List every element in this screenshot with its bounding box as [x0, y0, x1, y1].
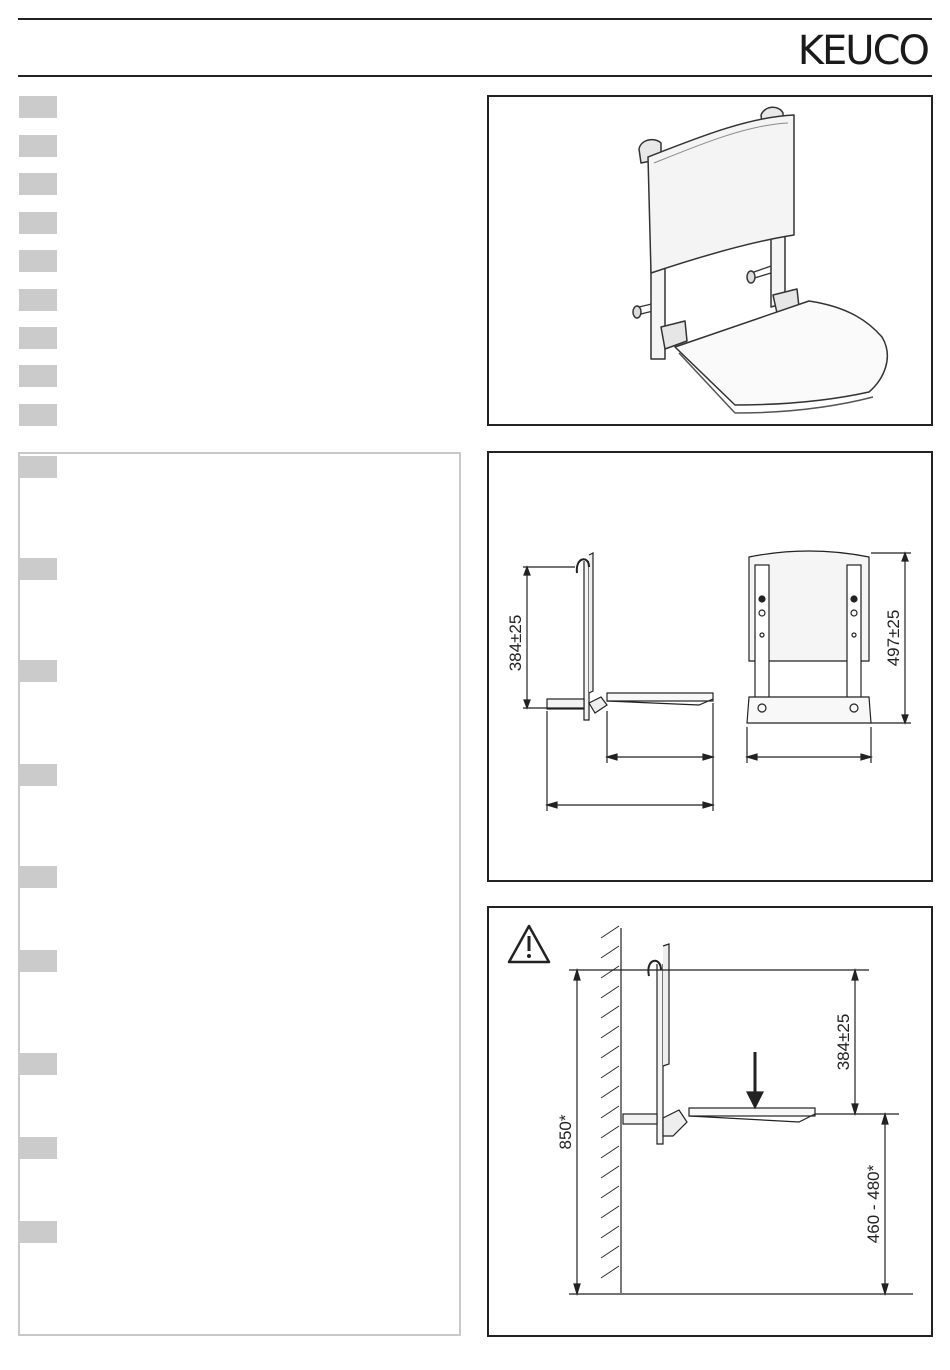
language-tab[interactable] [19, 365, 57, 387]
language-tab[interactable] [19, 173, 57, 195]
side-height-dimension: 384±25 [506, 614, 525, 672]
language-tab[interactable] [19, 327, 57, 349]
language-tab[interactable] [19, 96, 57, 118]
install-top-dimension: 384±25 [834, 1013, 853, 1071]
section-marker [19, 950, 57, 972]
install-total-dimension: 850* [556, 1114, 575, 1150]
brand-logo: KEUCO [797, 28, 928, 74]
section-marker [19, 456, 57, 478]
section-marker [19, 1053, 57, 1075]
shower-seat-illustration [489, 97, 931, 424]
section-marker [19, 1137, 57, 1159]
language-tab[interactable] [19, 212, 57, 234]
installation-drawing [489, 908, 931, 1335]
installation-height-box [487, 906, 933, 1337]
instructions-text-panel [18, 452, 461, 1336]
language-tab[interactable] [19, 250, 57, 272]
section-marker [19, 558, 57, 580]
install-seat-dimension: 460 - 480* [864, 1164, 883, 1244]
header-top-rule [18, 18, 932, 20]
warning-triangle-icon [509, 926, 549, 962]
section-marker [19, 764, 57, 786]
language-tab[interactable] [19, 404, 57, 426]
product-illustration-box [487, 95, 933, 426]
dimension-drawing [489, 453, 931, 880]
section-marker [19, 866, 57, 888]
section-marker [19, 660, 57, 682]
language-tab[interactable] [19, 289, 57, 311]
header-bottom-rule [18, 75, 932, 77]
dimension-drawing-box [487, 451, 933, 882]
section-marker [19, 1221, 57, 1243]
language-tab[interactable] [19, 135, 57, 157]
front-height-dimension: 497±25 [884, 609, 903, 667]
